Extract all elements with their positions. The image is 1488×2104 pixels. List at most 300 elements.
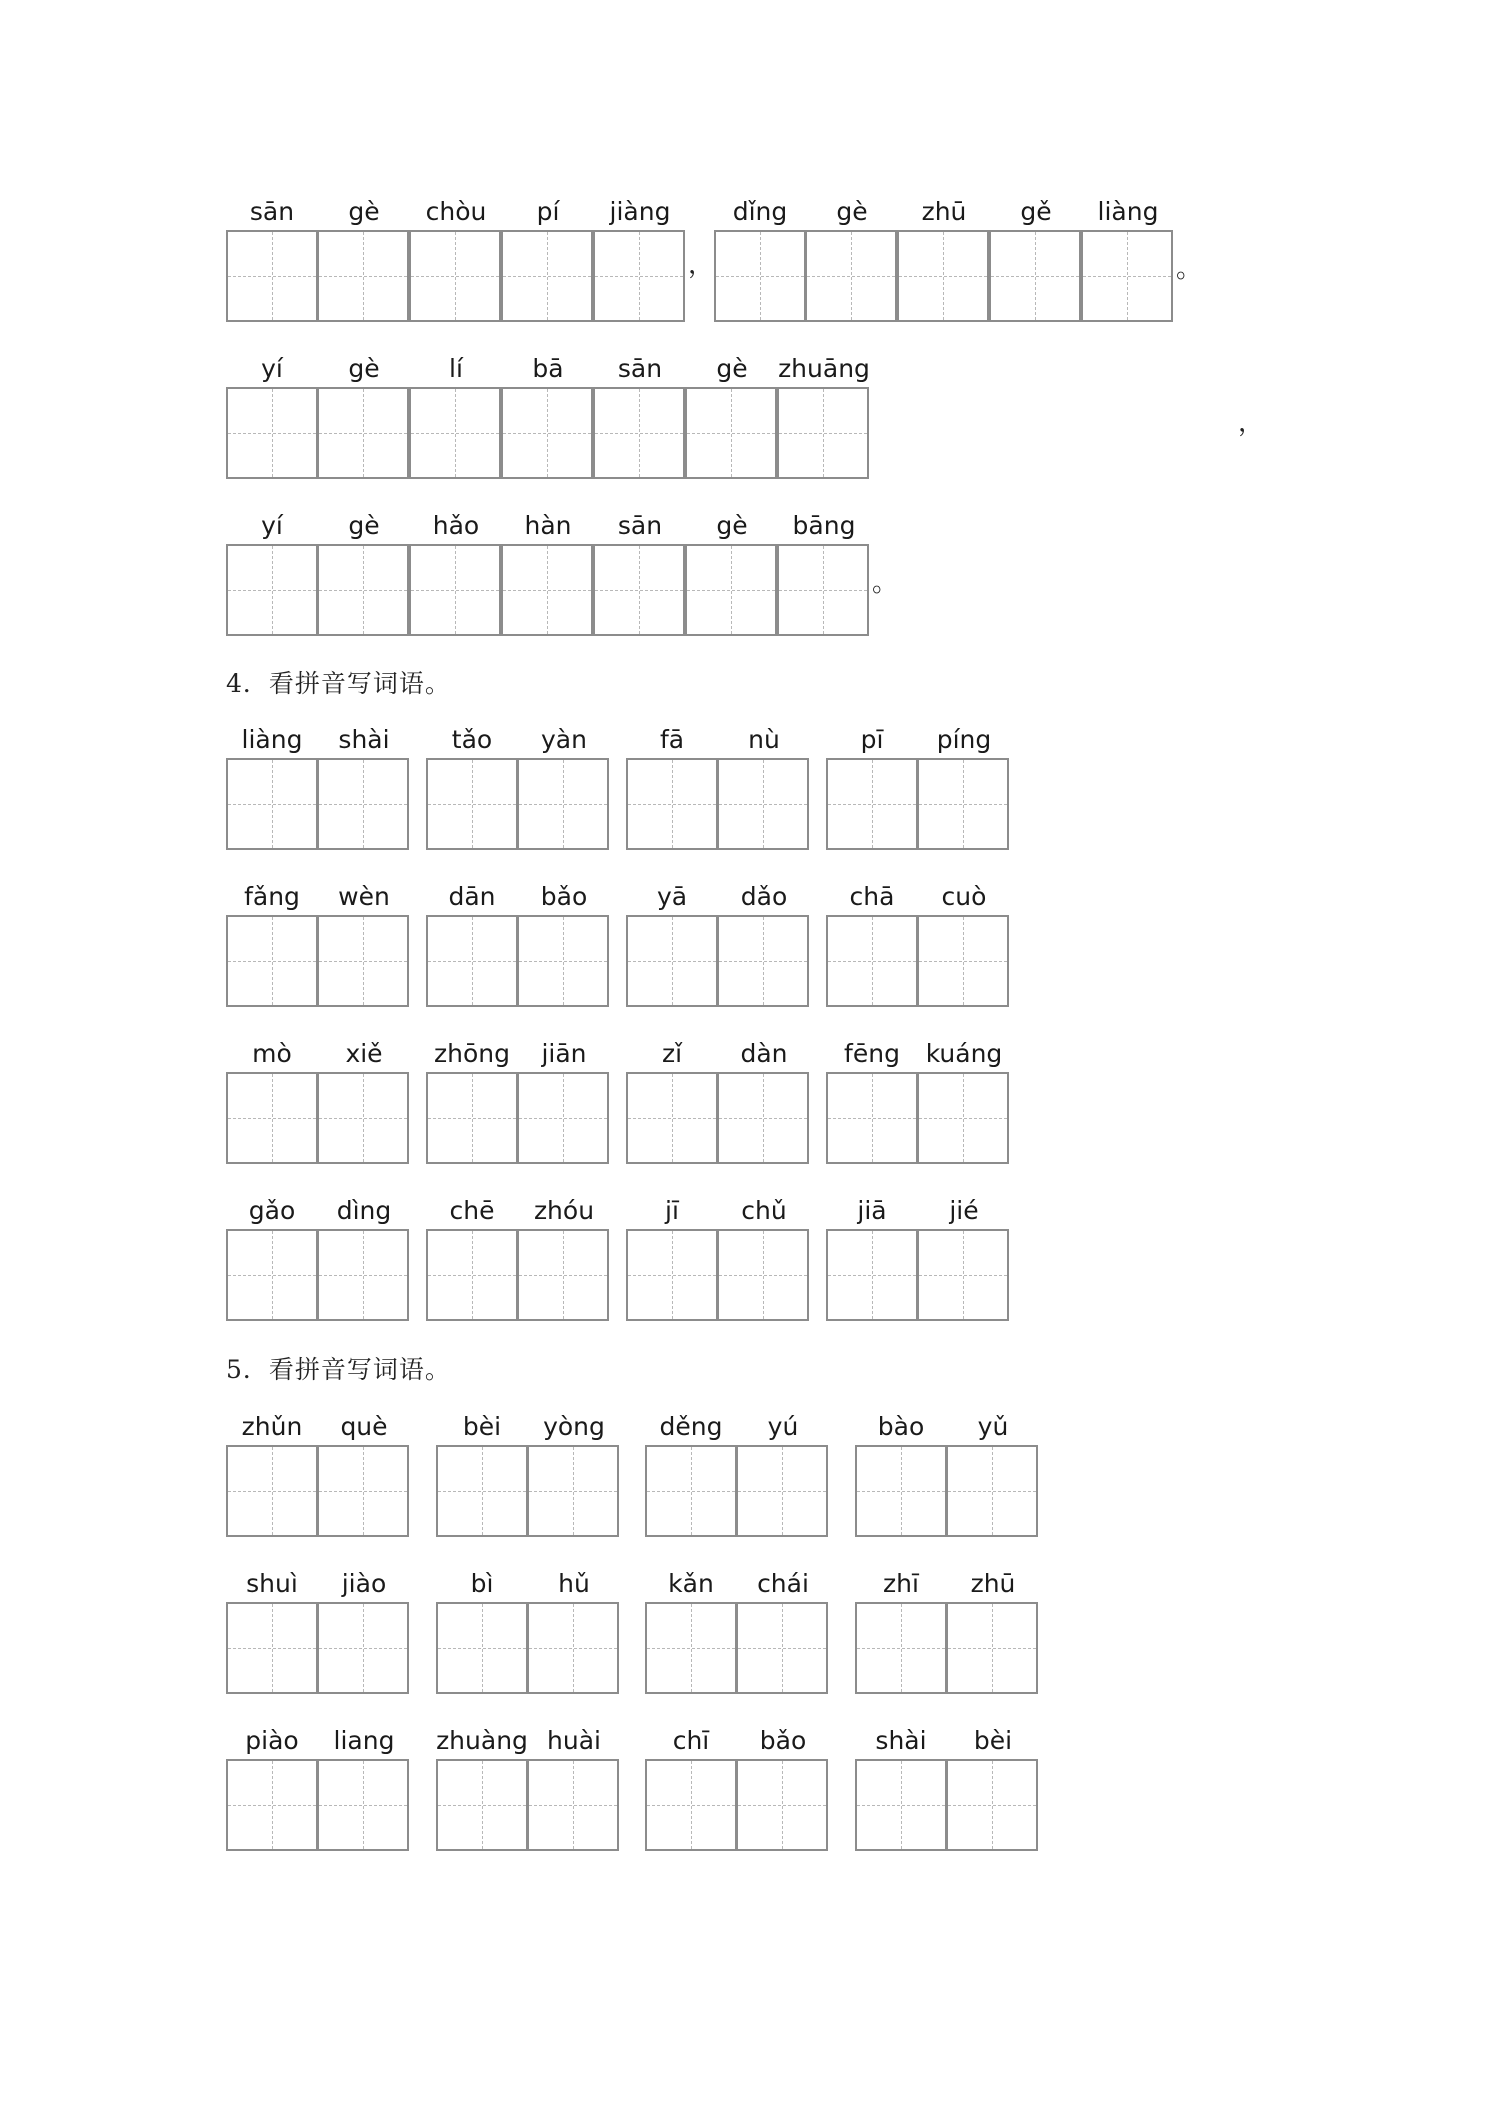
pinyin-label: jié xyxy=(949,1196,979,1225)
pinyin-label: gǎo xyxy=(248,1196,296,1225)
char-cell xyxy=(226,1193,318,1321)
pinyin-label: liàng xyxy=(1097,197,1159,226)
guide-line-horizontal xyxy=(991,276,1079,277)
writing-box[interactable] xyxy=(1081,230,1173,322)
char-cell xyxy=(718,879,810,1007)
pinyin-label: wèn xyxy=(338,882,390,911)
char-cell xyxy=(226,1036,318,1164)
char-cell xyxy=(626,722,718,850)
writing-box[interactable] xyxy=(409,230,501,322)
pinyin-label: shài xyxy=(338,725,390,754)
pinyin-label: gè xyxy=(716,511,748,540)
pinyin-label: bào xyxy=(877,1412,925,1441)
pinyin-label: bǎo xyxy=(540,882,588,911)
char-cell xyxy=(318,722,410,850)
guide-line-horizontal xyxy=(779,590,867,591)
char-cell xyxy=(626,879,718,1007)
char-cell xyxy=(645,1566,737,1694)
pinyin-label: bì xyxy=(470,1569,494,1598)
guide-line-horizontal xyxy=(529,1805,617,1806)
writing-box[interactable] xyxy=(593,230,685,322)
pinyin-label: pī xyxy=(860,725,884,754)
writing-box[interactable] xyxy=(777,544,869,636)
char-cell xyxy=(947,1409,1039,1537)
writing-box[interactable] xyxy=(226,758,318,850)
writing-box[interactable] xyxy=(426,758,518,850)
writing-box[interactable] xyxy=(736,1759,828,1851)
pinyin-label: liang xyxy=(333,1726,395,1755)
writing-box[interactable] xyxy=(226,1445,318,1537)
guide-line-horizontal xyxy=(228,1118,316,1119)
writing-box[interactable] xyxy=(645,1759,737,1851)
writing-box[interactable] xyxy=(226,387,318,479)
guide-line-horizontal xyxy=(828,804,916,805)
word-group xyxy=(226,722,410,850)
char-cell xyxy=(947,1723,1039,1851)
writing-box[interactable] xyxy=(517,1072,609,1164)
guide-line-horizontal xyxy=(319,1648,407,1649)
guide-line-horizontal xyxy=(628,804,716,805)
writing-box[interactable] xyxy=(317,544,409,636)
guide-line-horizontal xyxy=(919,1275,1007,1276)
char-cell xyxy=(737,1409,829,1537)
word-group xyxy=(226,1566,410,1694)
writing-box[interactable] xyxy=(917,915,1009,1007)
guide-line-horizontal xyxy=(428,1118,516,1119)
writing-box[interactable] xyxy=(717,758,809,850)
pinyin-label: chā xyxy=(849,882,895,911)
pinyin-label: bèi xyxy=(462,1412,502,1441)
pinyin-label: fēng xyxy=(844,1039,900,1068)
writing-box[interactable] xyxy=(917,758,1009,850)
char-cell xyxy=(594,194,686,322)
guide-line-horizontal xyxy=(529,1491,617,1492)
char-cell xyxy=(594,508,686,636)
guide-line-horizontal xyxy=(503,276,591,277)
char-cell xyxy=(918,722,1010,850)
writing-box[interactable] xyxy=(946,1759,1038,1851)
guide-line-horizontal xyxy=(1083,276,1171,277)
pinyin-label: yí xyxy=(261,354,283,383)
guide-line-horizontal xyxy=(828,961,916,962)
writing-box[interactable] xyxy=(736,1445,828,1537)
writing-box[interactable] xyxy=(527,1602,619,1694)
pinyin-label: chī xyxy=(672,1726,710,1755)
writing-box[interactable] xyxy=(436,1759,528,1851)
writing-box[interactable] xyxy=(527,1445,619,1537)
guide-line-horizontal xyxy=(828,1118,916,1119)
guide-line-horizontal xyxy=(519,1118,607,1119)
pinyin-label: dān xyxy=(448,882,496,911)
writing-box[interactable] xyxy=(626,758,718,850)
char-cell xyxy=(502,194,594,322)
guide-line-horizontal xyxy=(319,590,407,591)
writing-box[interactable] xyxy=(855,1445,947,1537)
char-cell xyxy=(528,1723,620,1851)
writing-box[interactable] xyxy=(897,230,989,322)
guide-line-horizontal xyxy=(628,961,716,962)
char-cell xyxy=(318,508,410,636)
guide-line-horizontal xyxy=(719,961,807,962)
writing-box[interactable] xyxy=(517,915,609,1007)
char-cell xyxy=(318,879,410,1007)
char-cell xyxy=(426,722,518,850)
pinyin-label: huài xyxy=(547,1726,601,1755)
char-cell xyxy=(518,1036,610,1164)
char-cell xyxy=(318,1723,410,1851)
writing-box[interactable] xyxy=(714,230,806,322)
writing-box[interactable] xyxy=(436,1445,528,1537)
writing-box[interactable] xyxy=(226,915,318,1007)
line3-boxes xyxy=(226,508,870,636)
char-cell xyxy=(518,722,610,850)
pinyin-label: jiào xyxy=(341,1569,387,1598)
writing-box[interactable] xyxy=(409,387,501,479)
guide-line-horizontal xyxy=(687,590,775,591)
writing-box[interactable] xyxy=(436,1602,528,1694)
guide-line-horizontal xyxy=(519,1275,607,1276)
guide-line-horizontal xyxy=(647,1491,735,1492)
pinyin-label: tǎo xyxy=(451,725,493,754)
guide-line-horizontal xyxy=(828,1275,916,1276)
guide-line-horizontal xyxy=(428,961,516,962)
pinyin-label: sān xyxy=(617,354,663,383)
writing-box[interactable] xyxy=(685,387,777,479)
char-cell xyxy=(855,1566,947,1694)
pinyin-label: děng xyxy=(659,1412,723,1441)
guide-line-horizontal xyxy=(647,1805,735,1806)
char-cell xyxy=(855,1723,947,1851)
guide-line-horizontal xyxy=(228,1275,316,1276)
pinyin-label: gè xyxy=(348,354,380,383)
char-cell xyxy=(502,508,594,636)
char-cell xyxy=(686,351,778,479)
word-group xyxy=(426,1036,610,1164)
pinyin-label: gè xyxy=(348,197,380,226)
char-cell xyxy=(737,1723,829,1851)
pinyin-label: sān xyxy=(617,511,663,540)
char-cell xyxy=(318,351,410,479)
guide-line-horizontal xyxy=(319,1275,407,1276)
writing-box[interactable] xyxy=(593,387,685,479)
writing-box[interactable] xyxy=(527,1759,619,1851)
char-cell xyxy=(918,1193,1010,1321)
writing-box[interactable] xyxy=(717,915,809,1007)
pinyin-label: yòng xyxy=(543,1412,605,1441)
guide-line-horizontal xyxy=(519,804,607,805)
word-group xyxy=(426,879,610,1007)
writing-box[interactable] xyxy=(855,1602,947,1694)
pinyin-label: zhī xyxy=(883,1569,919,1598)
char-cell xyxy=(686,508,778,636)
word-group xyxy=(826,722,1010,850)
char-cell xyxy=(806,194,898,322)
char-cell xyxy=(626,1193,718,1321)
writing-box[interactable] xyxy=(317,1759,409,1851)
guide-line-horizontal xyxy=(319,1118,407,1119)
writing-box[interactable] xyxy=(426,915,518,1007)
guide-line-horizontal xyxy=(716,276,804,277)
pinyin-label: kǎn xyxy=(668,1569,714,1598)
writing-box[interactable] xyxy=(226,1759,318,1851)
writing-box[interactable] xyxy=(946,1602,1038,1694)
writing-box[interactable] xyxy=(777,387,869,479)
pinyin-label: zhōng xyxy=(434,1039,510,1068)
writing-box[interactable] xyxy=(946,1445,1038,1537)
pinyin-label: chǔ xyxy=(741,1196,787,1225)
guide-line-horizontal xyxy=(411,590,499,591)
char-cell xyxy=(528,1409,620,1537)
char-cell xyxy=(1082,194,1174,322)
guide-line-horizontal xyxy=(228,1491,316,1492)
writing-box[interactable] xyxy=(826,1229,918,1321)
char-cell xyxy=(502,351,594,479)
guide-line-horizontal xyxy=(438,1805,526,1806)
word-group xyxy=(226,1193,410,1321)
guide-line-horizontal xyxy=(948,1491,1036,1492)
guide-line-horizontal xyxy=(228,433,316,434)
char-cell xyxy=(318,1193,410,1321)
char-cell xyxy=(426,879,518,1007)
char-cell xyxy=(318,1566,410,1694)
line1-part-b xyxy=(714,194,1174,322)
pinyin-label: kuáng xyxy=(925,1039,1003,1068)
guide-line-horizontal xyxy=(228,1805,316,1806)
pinyin-label: fǎng xyxy=(244,882,300,911)
writing-box[interactable] xyxy=(226,1072,318,1164)
writing-box[interactable] xyxy=(855,1759,947,1851)
pinyin-label: zǐ xyxy=(661,1039,683,1068)
word-group xyxy=(855,1566,1039,1694)
pinyin-label: jiàng xyxy=(609,197,671,226)
guide-line-horizontal xyxy=(411,276,499,277)
pinyin-label: jiā xyxy=(857,1196,887,1225)
writing-box[interactable] xyxy=(736,1602,828,1694)
char-cell xyxy=(226,194,318,322)
pinyin-label: liàng xyxy=(241,725,303,754)
writing-box[interactable] xyxy=(317,1229,409,1321)
guide-line-horizontal xyxy=(438,1491,526,1492)
guide-line-horizontal xyxy=(595,276,683,277)
writing-box[interactable] xyxy=(426,1072,518,1164)
word-group xyxy=(826,1036,1010,1164)
guide-line-horizontal xyxy=(628,1118,716,1119)
char-cell xyxy=(826,1193,918,1321)
word-group xyxy=(626,879,810,1007)
pinyin-label: hàn xyxy=(524,511,572,540)
guide-line-horizontal xyxy=(319,433,407,434)
guide-line-horizontal xyxy=(529,1648,617,1649)
pinyin-label: gě xyxy=(1020,197,1052,226)
word-group xyxy=(645,1566,829,1694)
pinyin-label: zhǔn xyxy=(241,1412,303,1441)
pinyin-label: gè xyxy=(836,197,868,226)
writing-box[interactable] xyxy=(409,544,501,636)
writing-box[interactable] xyxy=(517,1229,609,1321)
writing-box[interactable] xyxy=(317,758,409,850)
writing-box[interactable] xyxy=(226,1602,318,1694)
char-cell xyxy=(318,1409,410,1537)
pinyin-label: xiě xyxy=(345,1039,383,1068)
pinyin-label: lí xyxy=(449,354,463,383)
guide-line-horizontal xyxy=(319,804,407,805)
writing-box[interactable] xyxy=(317,387,409,479)
writing-box[interactable] xyxy=(317,1445,409,1537)
word-group xyxy=(226,879,410,1007)
char-cell xyxy=(318,194,410,322)
pinyin-label: fā xyxy=(659,725,685,754)
writing-box[interactable] xyxy=(226,1229,318,1321)
pinyin-label: hǎo xyxy=(432,511,480,540)
pinyin-label: mò xyxy=(252,1039,292,1068)
guide-line-horizontal xyxy=(595,590,683,591)
writing-box[interactable] xyxy=(517,758,609,850)
guide-line-horizontal xyxy=(719,1118,807,1119)
char-cell xyxy=(226,1409,318,1537)
guide-line-horizontal xyxy=(319,1805,407,1806)
guide-line-horizontal xyxy=(228,590,316,591)
guide-line-horizontal xyxy=(519,961,607,962)
word-group xyxy=(426,722,610,850)
pinyin-label: gè xyxy=(348,511,380,540)
guide-line-horizontal xyxy=(919,804,1007,805)
guide-line-horizontal xyxy=(428,804,516,805)
char-cell xyxy=(778,351,870,479)
char-cell xyxy=(645,1723,737,1851)
line1-part-a xyxy=(226,194,686,322)
writing-box[interactable] xyxy=(317,1072,409,1164)
char-cell xyxy=(528,1566,620,1694)
word-group xyxy=(855,1409,1039,1537)
word-group xyxy=(436,1723,620,1851)
guide-line-horizontal xyxy=(503,433,591,434)
guide-line-horizontal xyxy=(228,276,316,277)
pinyin-label: nù xyxy=(748,725,780,754)
guide-line-horizontal xyxy=(899,276,987,277)
word-group xyxy=(436,1566,620,1694)
word-group xyxy=(645,1409,829,1537)
writing-box[interactable] xyxy=(685,544,777,636)
guide-line-horizontal xyxy=(687,433,775,434)
writing-box[interactable] xyxy=(717,1229,809,1321)
pinyin-label: dǐng xyxy=(732,197,788,226)
guide-line-horizontal xyxy=(595,433,683,434)
char-cell xyxy=(436,1409,528,1537)
char-cell xyxy=(226,879,318,1007)
pinyin-label: yú xyxy=(767,1412,799,1441)
guide-line-horizontal xyxy=(719,804,807,805)
char-cell xyxy=(318,1036,410,1164)
guide-line-horizontal xyxy=(738,1805,826,1806)
word-group xyxy=(626,1193,810,1321)
writing-box[interactable] xyxy=(717,1072,809,1164)
char-cell xyxy=(226,1566,318,1694)
writing-box[interactable] xyxy=(917,1072,1009,1164)
writing-box[interactable] xyxy=(626,1072,718,1164)
guide-line-horizontal xyxy=(948,1805,1036,1806)
pinyin-label: shài xyxy=(875,1726,927,1755)
pinyin-label: yā xyxy=(656,882,688,911)
writing-box[interactable] xyxy=(317,1602,409,1694)
guide-line-horizontal xyxy=(719,1275,807,1276)
char-cell xyxy=(718,1036,810,1164)
pinyin-label: dìng xyxy=(336,1196,392,1225)
writing-box[interactable] xyxy=(593,544,685,636)
pinyin-label: jī xyxy=(665,1196,679,1225)
writing-box[interactable] xyxy=(826,1072,918,1164)
char-cell xyxy=(426,1036,518,1164)
pinyin-label: bāng xyxy=(792,511,856,540)
period-mark: 。 xyxy=(872,568,899,598)
word-group xyxy=(645,1723,829,1851)
char-cell xyxy=(826,722,918,850)
writing-box[interactable] xyxy=(826,915,918,1007)
pinyin-label: yǔ xyxy=(977,1412,1009,1441)
writing-box[interactable] xyxy=(645,1602,737,1694)
guide-line-horizontal xyxy=(428,1275,516,1276)
pinyin-label: piào xyxy=(245,1726,299,1755)
guide-line-horizontal xyxy=(438,1648,526,1649)
pinyin-label: chē xyxy=(449,1196,495,1225)
word-group xyxy=(226,1036,410,1164)
pinyin-label: píng xyxy=(936,725,992,754)
char-cell xyxy=(918,1036,1010,1164)
writing-box[interactable] xyxy=(226,230,318,322)
writing-box[interactable] xyxy=(626,1229,718,1321)
writing-box[interactable] xyxy=(645,1445,737,1537)
guide-line-horizontal xyxy=(857,1491,945,1492)
pinyin-label: zhū xyxy=(921,197,967,226)
writing-box[interactable] xyxy=(317,230,409,322)
char-cell xyxy=(594,351,686,479)
writing-box[interactable] xyxy=(501,230,593,322)
guide-line-horizontal xyxy=(807,276,895,277)
writing-box[interactable] xyxy=(826,758,918,850)
char-cell xyxy=(410,194,502,322)
guide-line-horizontal xyxy=(228,804,316,805)
writing-box[interactable] xyxy=(805,230,897,322)
writing-box[interactable] xyxy=(501,544,593,636)
guide-line-horizontal xyxy=(628,1275,716,1276)
pinyin-label: sān xyxy=(249,197,295,226)
char-cell xyxy=(645,1409,737,1537)
char-cell xyxy=(947,1566,1039,1694)
writing-box[interactable] xyxy=(426,1229,518,1321)
line2-boxes xyxy=(226,351,870,479)
writing-box[interactable] xyxy=(317,915,409,1007)
pinyin-label: jiān xyxy=(541,1039,587,1068)
writing-box[interactable] xyxy=(226,544,318,636)
writing-box[interactable] xyxy=(501,387,593,479)
section-5-heading: 5．看拼音写词语。 xyxy=(226,1355,451,1384)
guide-line-horizontal xyxy=(647,1648,735,1649)
writing-box[interactable] xyxy=(626,915,718,1007)
section-4-heading: 4．看拼音写词语。 xyxy=(226,669,451,698)
char-cell xyxy=(990,194,1082,322)
writing-box[interactable] xyxy=(917,1229,1009,1321)
char-cell xyxy=(226,1723,318,1851)
char-cell xyxy=(518,879,610,1007)
char-cell xyxy=(855,1409,947,1537)
guide-line-horizontal xyxy=(738,1491,826,1492)
char-cell xyxy=(898,194,990,322)
word-group xyxy=(626,722,810,850)
writing-box[interactable] xyxy=(989,230,1081,322)
guide-line-horizontal xyxy=(857,1805,945,1806)
guide-line-horizontal xyxy=(228,1648,316,1649)
word-group xyxy=(855,1723,1039,1851)
period-mark: 。 xyxy=(1176,254,1203,284)
